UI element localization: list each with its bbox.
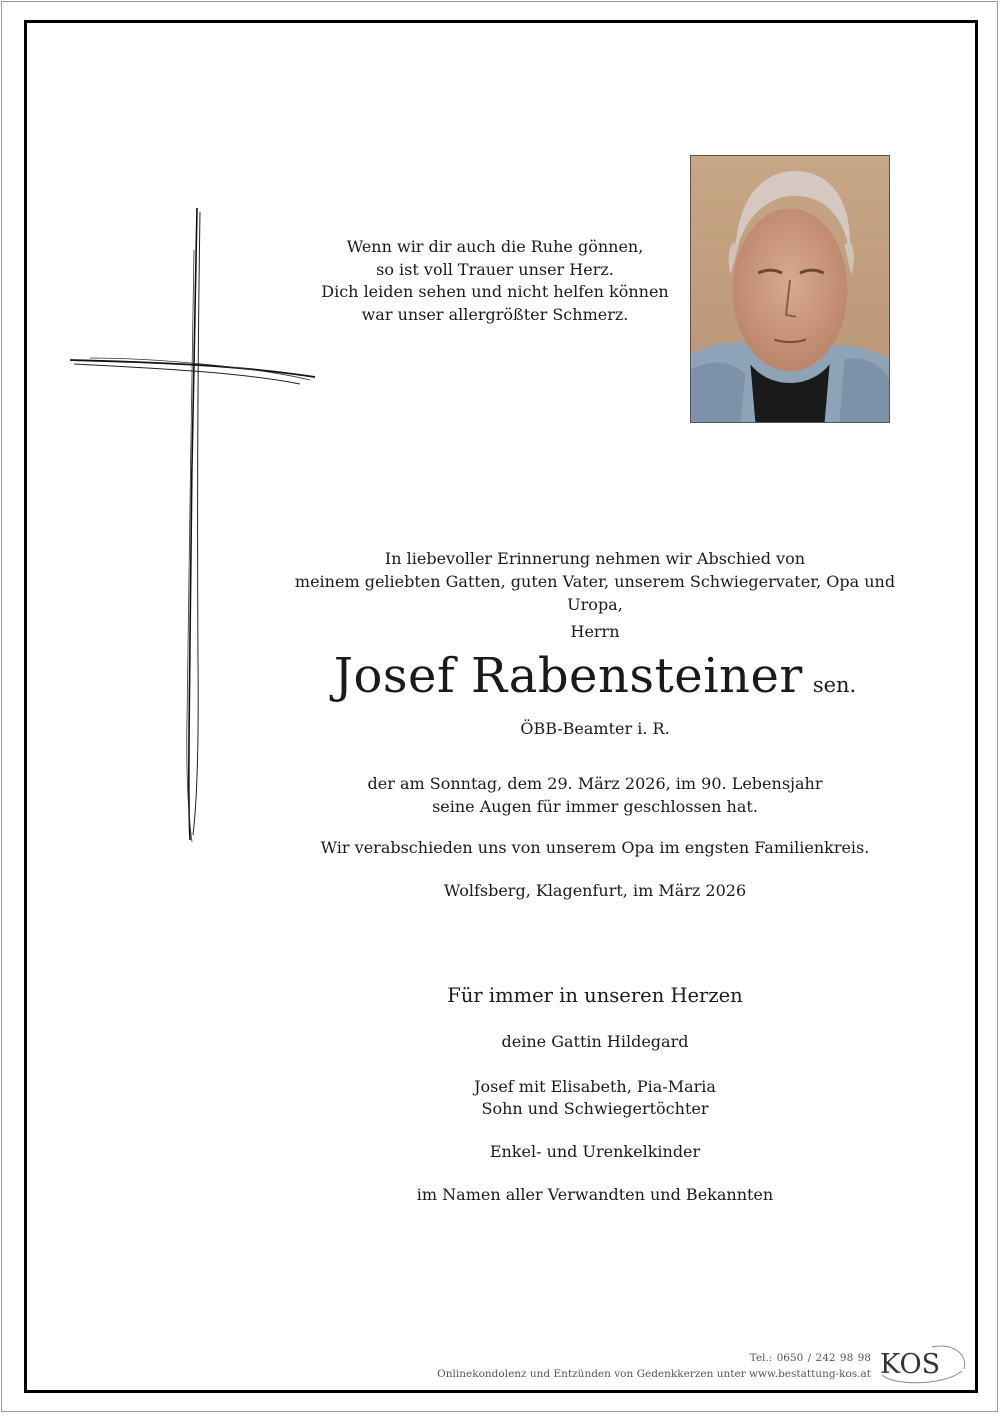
footer-phone: Tel.: 0650 / 242 98 98 xyxy=(749,1352,871,1364)
poem-line: Wenn wir dir auch die Ruhe gönnen, xyxy=(346,237,644,256)
intro-text xyxy=(280,547,910,616)
intro-line: meinem geliebten Gatten, guten Vater, unserem Schwiegervater, Opa und Uropa, xyxy=(294,572,896,614)
salutation: Herrn xyxy=(570,622,620,641)
cross-icon xyxy=(60,200,330,850)
death-notice-line: seine Augen für immer geschlossen hat. xyxy=(432,797,758,816)
poem-line: war unser allergrößter Schmerz. xyxy=(361,304,629,324)
poem-line: so ist voll Trauer unser Herz. xyxy=(376,259,614,279)
portrait-photo xyxy=(690,155,890,423)
footer xyxy=(437,1350,871,1382)
deceased-name: Josef Rabensteiner xyxy=(333,648,803,704)
intro-line: In liebevoller Erinnerung nehmen wir Abschied von xyxy=(384,549,806,568)
mourner-son xyxy=(280,1076,910,1120)
mourner-relatives: im Namen aller Verwandten und Bekannten xyxy=(416,1185,774,1204)
mourner-grandchildren: Enkel- und Urenkelkinder xyxy=(489,1142,701,1161)
footer-online-link[interactable]: Onlinekondolenz und Entzünden von Gedenkkerzen unter www.bestattung-kos.at xyxy=(437,1368,871,1380)
kos-logo-text: KOS xyxy=(880,1349,941,1380)
mourners-heading: Für immer in unseren Herzen xyxy=(447,984,743,1007)
mourner-son-relation: Sohn und Schwiegertöchter xyxy=(481,1099,709,1118)
mourner-wife: deine Gattin Hildegard xyxy=(501,1032,689,1051)
death-notice xyxy=(280,772,910,818)
occupation: ÖBB-Beamter i. R. xyxy=(520,719,670,738)
farewell-text: Wir verabschieden uns von unserem Opa im engsten Familienkreis. xyxy=(320,838,870,857)
deceased-name-line xyxy=(280,648,910,704)
kos-logo xyxy=(872,1341,972,1385)
poem xyxy=(300,236,690,326)
poem-line: Dich leiden sehen und nicht helfen können xyxy=(321,282,669,301)
death-notice-line: der am Sonntag, dem 29. März 2026, im 90. Lebensjahr xyxy=(367,774,823,793)
mourner-son-names: Josef mit Elisabeth, Pia-Maria xyxy=(474,1077,716,1096)
name-suffix: sen. xyxy=(812,673,857,697)
place-date: Wolfsberg, Klagenfurt, im März 2026 xyxy=(443,881,747,900)
